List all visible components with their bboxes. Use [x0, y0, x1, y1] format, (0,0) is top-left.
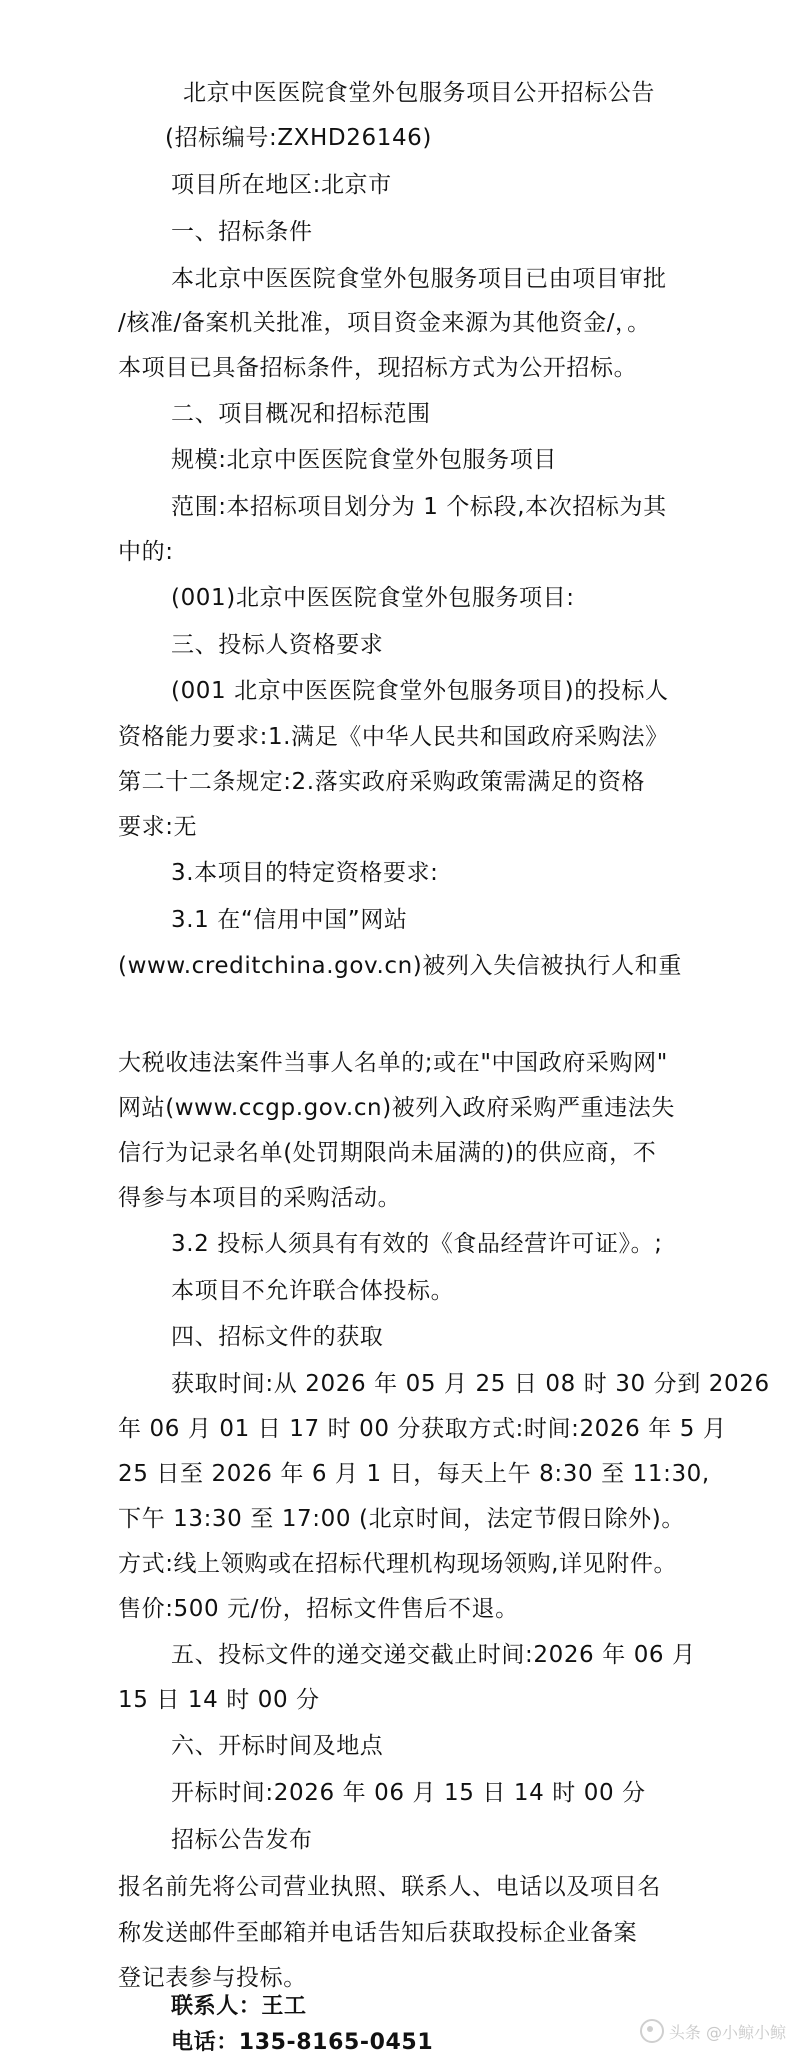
paragraph-line: 资格能力要求:1.满足《中华人民共和国政府采购法》	[118, 724, 669, 750]
paragraph-line: 年 06 月 01 日 17 时 00 分获取方式:时间:2026 年 5 月	[118, 1416, 727, 1442]
paragraph-line: 3.1 在“信用中国”网站	[171, 907, 408, 933]
document-title: 北京中医医院食堂外包服务项目公开招标公告	[183, 80, 655, 106]
contact-phone: 电话：135-8165-0451	[171, 2030, 434, 2055]
paragraph-line: 获取时间:从 2026 年 05 月 25 日 08 时 30 分到 2026	[171, 1371, 770, 1397]
section-heading-6: 六、开标时间及地点	[171, 1733, 384, 1759]
paragraph-line: 网站(www.ccgp.gov.cn)被列入政府采购严重违法失	[118, 1095, 676, 1121]
watermark	[640, 2019, 786, 2043]
paragraph-line: 第二十二条规定:2.落实政府采购政策需满足的资格	[118, 769, 646, 795]
paragraph-line: 售价:500 元/份，招标文件售后不退。	[118, 1596, 519, 1622]
tender-number: (招标编号:ZXHD26146)	[165, 125, 432, 151]
paragraph-line: 大税收违法案件当事人名单的;或在"中国政府采购网"	[118, 1050, 668, 1076]
section-heading-5: 五、投标文件的递交递交截止时间:2026 年 06 月	[171, 1642, 696, 1668]
paragraph-line: 下午 13:30 至 17:00 (北京时间，法定节假日除外)。	[118, 1506, 685, 1532]
section-heading-4: 四、招标文件的获取	[171, 1324, 384, 1350]
paragraph-line: 范围:本招标项目划分为 1 个标段,本次招标为其	[171, 494, 667, 520]
section-heading-2: 二、项目概况和招标范围	[171, 401, 431, 427]
project-region: 项目所在地区:北京市	[171, 172, 392, 198]
paragraph-line: 报名前先将公司营业执照、联系人、电话以及项目名	[118, 1874, 661, 1900]
paragraph-line: 信行为记录名单(处罚期限尚未届满的)的供应商，不	[118, 1140, 657, 1166]
contact-person: 联系人：王工	[171, 1994, 307, 2019]
paragraph-line: (www.creditchina.gov.cn)被列入失信被执行人和重	[118, 953, 682, 979]
paragraph-line: 25 日至 2026 年 6 月 1 日，每天上午 8:30 至 11:30,	[118, 1461, 710, 1487]
paragraph-line: 15 日 14 时 00 分	[118, 1687, 320, 1713]
paragraph-line: 要求:无	[118, 814, 198, 840]
paragraph-line: 本项目不允许联合体投标。	[171, 1278, 455, 1304]
paragraph-line: 得参与本项目的采购活动。	[118, 1185, 402, 1211]
paragraph-line: 招标公告发布	[171, 1827, 313, 1853]
paragraph-line: 方式:线上领购或在招标代理机构现场领购,详见附件。	[118, 1551, 678, 1577]
watermark-logo-icon	[640, 2019, 664, 2043]
watermark-text: 头条 @小鲸小鲸	[668, 2022, 786, 2042]
paragraph-line: 3.2 投标人须具有有效的《食品经营许可证》。;	[171, 1231, 663, 1257]
paragraph-line: 中的:	[118, 539, 174, 565]
paragraph-line: /核准/备案机关批准，项目资金来源为其他资金/，。	[118, 310, 651, 336]
paragraph-line: 本北京中医医院食堂外包服务项目已由项目审批	[171, 266, 667, 292]
paragraph-line: 规模:北京中医医院食堂外包服务项目	[171, 447, 557, 473]
section-heading-1: 一、招标条件	[171, 219, 313, 245]
paragraph-line: 登记表参与投标。	[118, 1965, 307, 1991]
paragraph-line: (001)北京中医医院食堂外包服务项目:	[171, 585, 575, 611]
paragraph-line: 称发送邮件至邮箱并电话告知后获取投标企业备案	[118, 1920, 638, 1946]
section-heading-3: 三、投标人资格要求	[171, 632, 384, 658]
paragraph-line: 本项目已具备招标条件，现招标方式为公开招标。	[118, 355, 638, 381]
paragraph-line: (001 北京中医医院食堂外包服务项目)的投标人	[171, 678, 669, 704]
paragraph-line: 开标时间:2026 年 06 月 15 日 14 时 00 分	[171, 1780, 646, 1806]
paragraph-line: 3.本项目的特定资格要求:	[171, 860, 439, 886]
